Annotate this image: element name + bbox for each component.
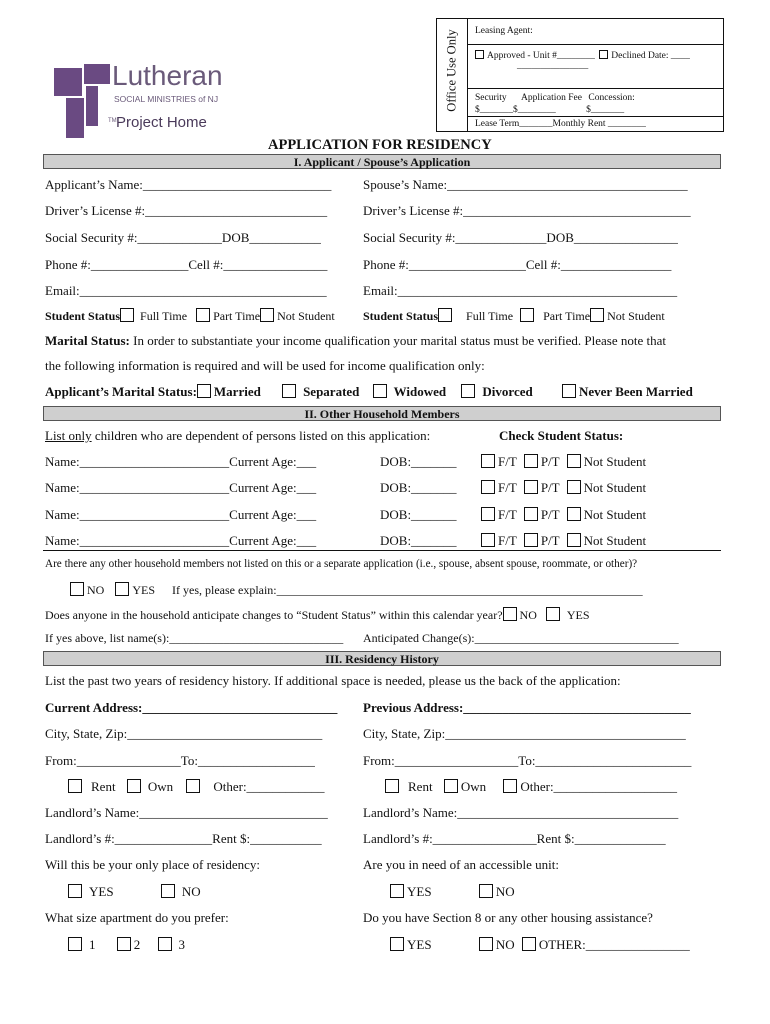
office-use-label: Office Use Only: [444, 29, 459, 112]
approved-row: [467, 45, 723, 89]
own-label: Own: [147, 779, 174, 794]
dependent-status: [481, 454, 646, 470]
check-student-status-label: Check Student Status:: [499, 428, 624, 443]
yes-label: YES: [407, 937, 432, 952]
spouse-email-field[interactable]: Email:___________________________________________: [363, 283, 678, 298]
spouse-dl-field[interactable]: Driver’s License #:___________________________________: [363, 203, 691, 218]
part-time-label: Part Time: [543, 309, 591, 323]
student-status-label: Student Status: [45, 309, 121, 323]
only-residency-question: Will this be your only place of residency:: [45, 857, 261, 872]
concession-value: $_______: [586, 105, 625, 115]
previous-address-field[interactable]: Previous Address:___________________________________: [363, 700, 691, 715]
spouse-phone-field[interactable]: Phone #:__________________Cell #:_________________: [363, 257, 672, 272]
widowed-checkbox[interactable]: [373, 384, 387, 398]
logo-name: Lutheran: [112, 60, 223, 91]
marital-notice-line2: the following information is required and will be used for income qualification only:: [45, 358, 485, 373]
applicant-marital-label: Applicant’s Marital Status:: [45, 384, 197, 399]
section8-answer: [390, 937, 690, 953]
divorced-label: Divorced: [482, 384, 533, 399]
current-dates-field[interactable]: From:________________To:__________________: [45, 753, 315, 768]
yes-checkbox[interactable]: [68, 884, 82, 898]
not-student-label: Not Student: [607, 309, 665, 323]
no-checkbox[interactable]: [479, 937, 493, 951]
rent-checkbox[interactable]: [68, 779, 82, 793]
size-1-checkbox[interactable]: [68, 937, 82, 951]
never-married-label: Never Been Married: [578, 384, 693, 399]
no-label: NO: [495, 884, 515, 899]
no-checkbox[interactable]: [479, 884, 493, 898]
current-landlord-field[interactable]: Landlord’s Name:_____________________________: [45, 805, 328, 820]
previous-dates-field[interactable]: From:___________________To:________________________: [363, 753, 692, 768]
yes-checkbox[interactable]: [390, 884, 404, 898]
previous-landlord-field[interactable]: Landlord’s Name:__________________________________: [363, 805, 679, 820]
logo-tm: TM: [108, 118, 117, 124]
divorced-checkbox[interactable]: [461, 384, 475, 398]
accessible-unit-answer: [390, 884, 515, 900]
not-student-label: Not Student: [277, 309, 335, 323]
previous-tenure: [385, 779, 677, 795]
yes-label: YES: [566, 608, 590, 622]
pt-label: P/T: [540, 454, 560, 469]
student-status-label: Student Status: [363, 309, 439, 323]
married-label: Married: [213, 384, 261, 399]
dependent-status: [481, 533, 646, 549]
no-label: NO: [519, 608, 537, 622]
dependent-name-field[interactable]: Name:_______________________Current Age:___: [45, 454, 317, 469]
dependent-status: [481, 480, 646, 496]
other-checkbox[interactable]: [503, 779, 517, 793]
not-student-checkbox[interactable]: [567, 480, 581, 494]
anticipate-question: Does anyone in the household anticipate changes to “Student Status” within this calendar year?: [45, 608, 503, 622]
list-text: children who are dependent of persons listed on this application:: [91, 428, 431, 443]
no-checkbox[interactable]: [70, 582, 84, 596]
part-time-label: Part Time: [213, 309, 261, 323]
list-only-label: List only: [45, 428, 92, 443]
own-checkbox[interactable]: [444, 779, 458, 793]
part-time-checkbox[interactable]: [520, 308, 534, 322]
no-checkbox[interactable]: [161, 884, 175, 898]
list-names-field[interactable]: If yes above, list name(s):_____________________________: [45, 631, 344, 645]
approved-checkbox[interactable]: [475, 50, 484, 59]
other-checkbox[interactable]: [186, 779, 200, 793]
pt-label: P/T: [540, 507, 560, 522]
office-use-box: [436, 18, 724, 132]
lease-term-label: Lease Term_______Monthly Rent ________: [475, 119, 646, 129]
other-members-question: Are there any other household members not listed on this or a separate application (i.e., spouse, absent spouse, roommate, or other)?: [45, 558, 638, 570]
dependent-name-field[interactable]: Name:_______________________Current Age:___: [45, 480, 317, 495]
marital-label: Marital Status:: [45, 333, 130, 348]
logo: [50, 60, 225, 145]
size-3-checkbox[interactable]: [158, 937, 172, 951]
other-field[interactable]: Other:____________: [213, 779, 325, 794]
not-student-checkbox[interactable]: [567, 533, 581, 547]
current-tenure: [68, 779, 325, 795]
dependent-name-field[interactable]: Name:_______________________Current Age:___: [45, 533, 317, 548]
logo-sub: SOCIAL MINISTRIES of NJ: [114, 94, 219, 104]
ft-checkbox[interactable]: [481, 480, 495, 494]
yes-label: YES: [407, 884, 432, 899]
lease-row: [467, 117, 723, 131]
current-landlord-phone-field[interactable]: Landlord’s #:_______________Rent $:___________: [45, 831, 322, 846]
dependent-dob-field[interactable]: DOB:_______: [380, 480, 457, 495]
ft-checkbox[interactable]: [481, 533, 495, 547]
never-married-checkbox[interactable]: [562, 384, 576, 398]
other-checkbox[interactable]: [522, 937, 536, 951]
app-fee-label: Application Fee: [521, 93, 582, 103]
explain-field[interactable]: If yes, please explain:_____________________________________________________________: [172, 583, 643, 597]
previous-landlord-phone-field[interactable]: Landlord’s #:________________Rent $:______________: [363, 831, 666, 846]
pt-checkbox[interactable]: [524, 454, 538, 468]
ft-checkbox[interactable]: [481, 507, 495, 521]
only-residency-answer: [68, 884, 201, 900]
ft-label: F/T: [498, 454, 517, 469]
dependent-dob-field[interactable]: DOB:_______: [380, 533, 457, 548]
dependent-dob-field[interactable]: DOB:_______: [380, 454, 457, 469]
size-1-label: 1: [89, 937, 96, 952]
pt-checkbox[interactable]: [524, 533, 538, 547]
yes-checkbox[interactable]: [546, 607, 560, 621]
applicant-phone-field[interactable]: Phone #:_______________Cell #:________________: [45, 257, 328, 272]
fees-row: [467, 89, 723, 117]
not-student-checkbox[interactable]: [567, 454, 581, 468]
size-2-label: 2: [133, 937, 141, 952]
anticipated-change-field[interactable]: Anticipated Change(s):__________________________________: [363, 631, 679, 645]
leasing-agent-row: [467, 19, 723, 45]
section3-header: III. Residency History: [43, 651, 721, 666]
leasing-agent-label: Leasing Agent:: [475, 26, 533, 36]
cross-logo-icon: [52, 62, 112, 140]
no-label: NO: [495, 937, 515, 952]
page-title: APPLICATION FOR RESIDENCY: [268, 137, 492, 153]
app-fee-value: $________: [513, 105, 556, 115]
anticipate-change-row: [45, 607, 590, 623]
own-checkbox[interactable]: [127, 779, 141, 793]
not-student-checkbox[interactable]: [567, 507, 581, 521]
dependent-status: [481, 507, 646, 523]
spouse-name-field[interactable]: Spouse’s Name:_____________________________________: [363, 177, 688, 192]
applicant-marital-status: [45, 384, 693, 400]
logo-program: Project Home: [116, 114, 207, 131]
spouse-ss-field[interactable]: Social Security #:______________DOB________________: [363, 230, 678, 245]
not-student-label: Not Student: [583, 454, 647, 469]
not-student-label: Not Student: [583, 480, 647, 495]
applicant-name-field[interactable]: Applicant’s Name:_____________________________: [45, 177, 332, 192]
other-field[interactable]: Other:___________________: [520, 779, 678, 794]
declined-label: Declined Date: ____: [611, 51, 690, 61]
applicant-email-field[interactable]: Email:______________________________________: [45, 283, 327, 298]
accessible-unit-question: Are you in need of an accessible unit:: [363, 857, 560, 872]
rent-checkbox[interactable]: [385, 779, 399, 793]
other-field[interactable]: OTHER:________________: [538, 937, 690, 952]
full-time-checkbox[interactable]: [438, 308, 452, 322]
ft-checkbox[interactable]: [481, 454, 495, 468]
dependents-instruction: [45, 428, 430, 444]
applicant-student-status: [45, 308, 335, 324]
not-student-label: Not Student: [583, 533, 647, 548]
yes-label: YES: [132, 583, 156, 597]
no-label: NO: [87, 583, 105, 597]
concession-label: Concession:: [588, 93, 635, 103]
not-student-checkbox[interactable]: [260, 308, 274, 322]
divider: [43, 550, 721, 551]
own-label: Own: [460, 779, 487, 794]
size-3-label: 3: [178, 937, 185, 952]
no-checkbox[interactable]: [503, 607, 517, 621]
yes-checkbox[interactable]: [115, 582, 129, 596]
ft-label: F/T: [498, 533, 517, 548]
size-2-checkbox[interactable]: [117, 937, 131, 951]
other-members-answer: [70, 582, 643, 598]
residency-intro: List the past two years of residency history. If additional space is needed, please us the back of the application:: [45, 673, 621, 688]
applicant-dl-field[interactable]: Driver’s License #:____________________________: [45, 203, 328, 218]
apartment-size-question: What size apartment do you prefer:: [45, 910, 229, 925]
dependent-dob-field[interactable]: DOB:_______: [380, 507, 457, 522]
pt-label: P/T: [540, 480, 560, 495]
rent-label: Rent: [408, 779, 433, 794]
spouse-student-status: [363, 308, 665, 324]
approved-label: Approved - Unit #________: [487, 51, 595, 61]
not-student-label: Not Student: [583, 507, 647, 522]
full-time-label: Full Time: [466, 309, 514, 323]
widowed-label: Widowed: [393, 384, 447, 399]
married-checkbox[interactable]: [197, 384, 211, 398]
pt-label: P/T: [540, 533, 560, 548]
current-city-field[interactable]: City, State, Zip:______________________________: [45, 726, 323, 741]
security-value: $_______: [475, 105, 513, 115]
pt-checkbox[interactable]: [524, 507, 538, 521]
approved-line2: _______________: [517, 61, 589, 71]
yes-label: YES: [89, 884, 114, 899]
declined-checkbox[interactable]: [599, 50, 608, 59]
part-time-checkbox[interactable]: [196, 308, 210, 322]
section2-header: II. Other Household Members: [43, 406, 721, 421]
current-address-field[interactable]: Current Address:______________________________: [45, 700, 338, 715]
not-student-checkbox[interactable]: [590, 308, 604, 322]
security-label: Security: [475, 93, 507, 103]
yes-checkbox[interactable]: [390, 937, 404, 951]
applicant-ss-field[interactable]: Social Security #:_____________DOB___________: [45, 230, 321, 245]
apartment-size-answer: [68, 937, 185, 953]
separated-checkbox[interactable]: [282, 384, 296, 398]
ft-label: F/T: [498, 480, 517, 495]
pt-checkbox[interactable]: [524, 480, 538, 494]
marital-notice-line1: [45, 333, 666, 349]
full-time-label: Full Time: [140, 309, 188, 323]
section1-header: I. Applicant / Spouse’s Application: [43, 154, 721, 169]
rent-label: Rent: [91, 779, 116, 794]
previous-city-field[interactable]: City, State, Zip:_____________________________________: [363, 726, 686, 741]
marital-text1: In order to substantiate your income qualification your marital status must be verified. Please note that: [129, 333, 666, 348]
section8-question: Do you have Section 8 or any other housing assistance?: [363, 910, 653, 925]
ft-label: F/T: [498, 507, 517, 522]
full-time-checkbox[interactable]: [120, 308, 134, 322]
separated-label: Separated: [303, 384, 360, 399]
dependent-name-field[interactable]: Name:_______________________Current Age:___: [45, 507, 317, 522]
no-label: NO: [181, 884, 201, 899]
